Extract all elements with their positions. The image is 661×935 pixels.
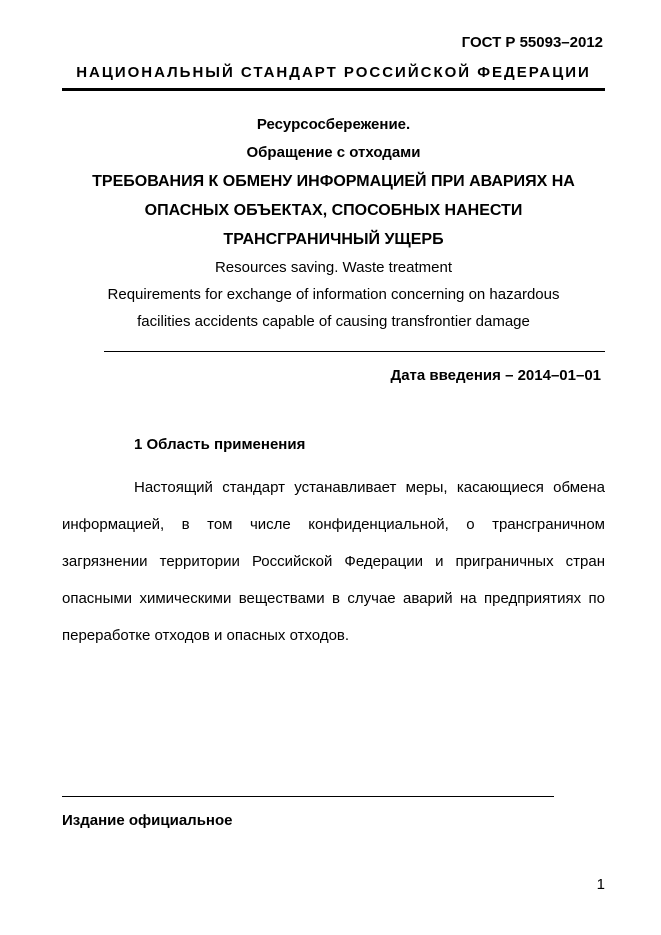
title-ru-line-2: ОПАСНЫХ ОБЪЕКТАХ, СПОСОБНЫХ НАНЕСТИ	[144, 202, 523, 219]
section-1-paragraph: Настоящий стандарт устанавливает меры, касающиеся обмена информацией, в том числе конфиденциальной, о трансграничном загрязнении территории Российской Федерации и приграничных стран опасными химическими веществами в случае аварий на предприятиях по переработке отходов и опасных отходов.	[62, 479, 605, 644]
subject-ru-line-2: Обращение с отходами	[246, 144, 421, 161]
header-divider	[62, 88, 605, 91]
effective-date: Дата введения – 2014–01–01	[390, 367, 601, 384]
title-ru-line-3: ТРАНСГРАНИЧНЫЙ УЩЕРБ	[223, 231, 444, 248]
subject-ru-line-1: Ресурсосбережение.	[256, 116, 411, 133]
title-en-line-1: Requirements for exchange of information concerning on hazardous	[107, 286, 560, 303]
doc-code: ГОСТ Р 55093–2012	[461, 34, 603, 51]
page-number: 1	[596, 876, 605, 893]
standard-type-header: НАЦИОНАЛЬНЫЙ СТАНДАРТ РОССИЙСКОЙ ФЕДЕРАЦИИ	[76, 64, 591, 81]
footer-divider	[62, 796, 554, 797]
title-block-divider	[104, 351, 605, 352]
edition-note: Издание официальное	[62, 812, 233, 829]
title-ru-line-1: ТРЕБОВАНИЯ К ОБМЕНУ ИНФОРМАЦИЕЙ ПРИ АВАРИЯХ НА	[92, 173, 575, 190]
section-1-heading: 1 Область применения	[134, 436, 306, 453]
subject-en-line: Resources saving. Waste treatment	[214, 259, 453, 276]
title-en-line-2: facilities accidents capable of causing transfrontier damage	[137, 313, 530, 330]
